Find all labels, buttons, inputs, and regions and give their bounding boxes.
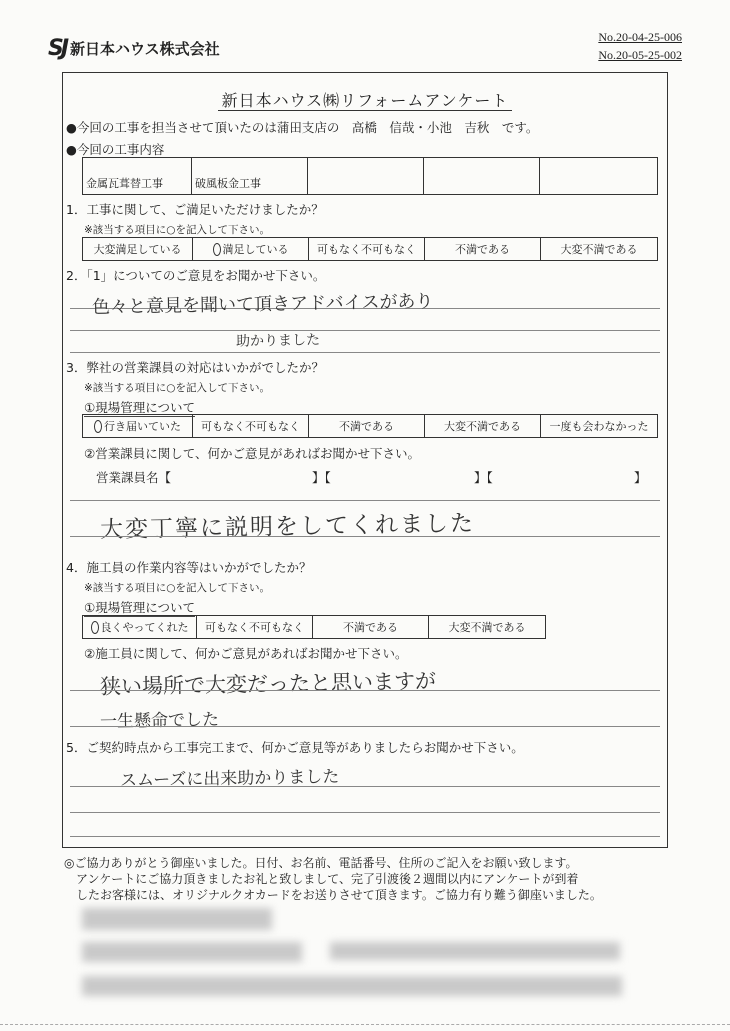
sales-name-bracket: 】 bbox=[634, 470, 647, 485]
q3-question: 3．弊社の営業課員の対応はいかがでしたか？ bbox=[66, 360, 324, 375]
doc-number-2: No.20-05-25-002 bbox=[598, 48, 682, 62]
page-bottom-line bbox=[0, 1024, 730, 1025]
footer-line-3: したお客様には、オリジナルクオカードをお送りさせて頂きます。ご協力有り難う御座いました。 bbox=[64, 888, 602, 902]
sales-name-label: 営業課員名【 bbox=[96, 470, 172, 485]
q1-option[interactable]: 可もなく不可もなく bbox=[309, 238, 425, 260]
q3-option[interactable]: 不満である bbox=[309, 415, 425, 437]
q1-option-selected[interactable]: 満足している bbox=[193, 238, 309, 260]
answer-line bbox=[70, 812, 660, 813]
q3-note: ※該当する項目に○を記入して下さい。 bbox=[84, 382, 270, 394]
answer-line bbox=[70, 690, 660, 691]
answer-line bbox=[70, 726, 660, 727]
q1-option[interactable]: 不満である bbox=[425, 238, 541, 260]
q4-option[interactable]: 大変不満である bbox=[448, 621, 526, 634]
redacted-address bbox=[82, 976, 622, 996]
answer-line bbox=[70, 836, 660, 837]
q2-answer-1: 色々と意見を聞いて頂きアドバイスがあり bbox=[91, 291, 434, 318]
work-item bbox=[308, 158, 424, 194]
work-item bbox=[424, 158, 540, 194]
q5-question: 5．ご契約時点から工事完工まで、何かご意見等がありましたらお聞かせ下さい。 bbox=[66, 740, 524, 755]
redacted-phone bbox=[330, 942, 620, 960]
answer-line bbox=[70, 786, 660, 787]
q1-option[interactable]: 大変満足している bbox=[83, 238, 193, 260]
work-item bbox=[540, 158, 656, 194]
footer-line-2: アンケートにご協力頂きましたお礼と致しまして、完了引渡後２週間以内にアンケートが到着 bbox=[64, 872, 579, 886]
answer-line bbox=[70, 330, 660, 331]
q3-answer: 大変丁寧に説明をしてくれました bbox=[99, 510, 476, 544]
sales-name-bracket: 】【 bbox=[474, 470, 493, 485]
q3-option-selected[interactable]: 行き届いていた bbox=[83, 415, 193, 437]
q4-sub1: ①現場管理について bbox=[84, 600, 195, 615]
q4-question: 4．施工員の作業内容等はいかがでしたか？ bbox=[66, 560, 312, 575]
redacted-date bbox=[82, 908, 272, 930]
q3-option[interactable]: 大変不満である bbox=[425, 415, 541, 437]
answer-line bbox=[70, 500, 660, 501]
survey-title: 新日本ハウス㈱リフォームアンケート bbox=[0, 88, 730, 111]
q3-sub1: ①現場管理について bbox=[84, 400, 195, 415]
work-label: ●今回の工事内容 bbox=[66, 142, 165, 157]
company-name: 新日本ハウス株式会社 bbox=[70, 40, 220, 58]
q4-option-selected[interactable]: 良くやってくれた bbox=[83, 616, 197, 638]
q3-options bbox=[82, 414, 658, 438]
q2-question: 2．「1」についてのご意見をお聞かせ下さい。 bbox=[66, 268, 326, 283]
q1-option[interactable]: 大変不満である bbox=[560, 243, 638, 256]
q2-answer-2: 助かりました bbox=[235, 332, 321, 350]
circle-mark-icon bbox=[94, 420, 102, 433]
q4-answer-1: 狭い場所で大変だったと思いますが bbox=[99, 669, 437, 699]
circle-mark-icon bbox=[213, 243, 221, 256]
q3-option[interactable]: 可もなく不可もなく bbox=[193, 415, 309, 437]
company-logo-mark: SJ bbox=[48, 36, 67, 61]
q3-option[interactable]: 一度も会わなかった bbox=[549, 420, 649, 433]
work-item: 破風板金工事 bbox=[192, 158, 308, 194]
answer-line bbox=[70, 352, 660, 353]
answer-line bbox=[70, 536, 660, 537]
q4-options bbox=[82, 615, 546, 639]
q4-option[interactable]: 可もなく不可もなく bbox=[197, 616, 313, 638]
work-items-grid bbox=[82, 157, 658, 195]
circle-mark-icon bbox=[91, 621, 99, 634]
company-logo bbox=[48, 36, 220, 61]
q4-option[interactable]: 不満である bbox=[313, 616, 429, 638]
q4-note: ※該当する項目に○を記入して下さい。 bbox=[84, 582, 270, 594]
q1-note: ※該当する項目に○を記入して下さい。 bbox=[84, 224, 270, 236]
q1-options bbox=[82, 237, 658, 261]
work-item: 金属瓦葺替工事 bbox=[83, 158, 192, 194]
q3-sub2: ②営業課員に関して、何かご意見があればお聞かせ下さい。 bbox=[84, 446, 420, 461]
redacted-name bbox=[82, 942, 302, 962]
q4-answer-2: 一生懸命でした bbox=[99, 709, 220, 733]
doc-number-1: No.20-04-25-006 bbox=[598, 30, 682, 44]
footer-line-1: ◎ご協力ありがとう御座いました。日付、お名前、電話番号、住所のご記入をお願い致します。 bbox=[64, 856, 578, 870]
q5-answer: スムーズに出来助かりました bbox=[119, 767, 340, 791]
q1-question: 1．工事に関して、ご満足いただけましたか？ bbox=[66, 202, 324, 217]
staff-line: ●今回の工事を担当させて頂いたのは蒲田支店の 高橋 信哉・小池 吉秋 です。 bbox=[66, 120, 539, 135]
sales-name-bracket: 】【 bbox=[312, 470, 331, 485]
q4-sub2: ②施工員に関して、何かご意見があればお聞かせ下さい。 bbox=[84, 646, 408, 661]
